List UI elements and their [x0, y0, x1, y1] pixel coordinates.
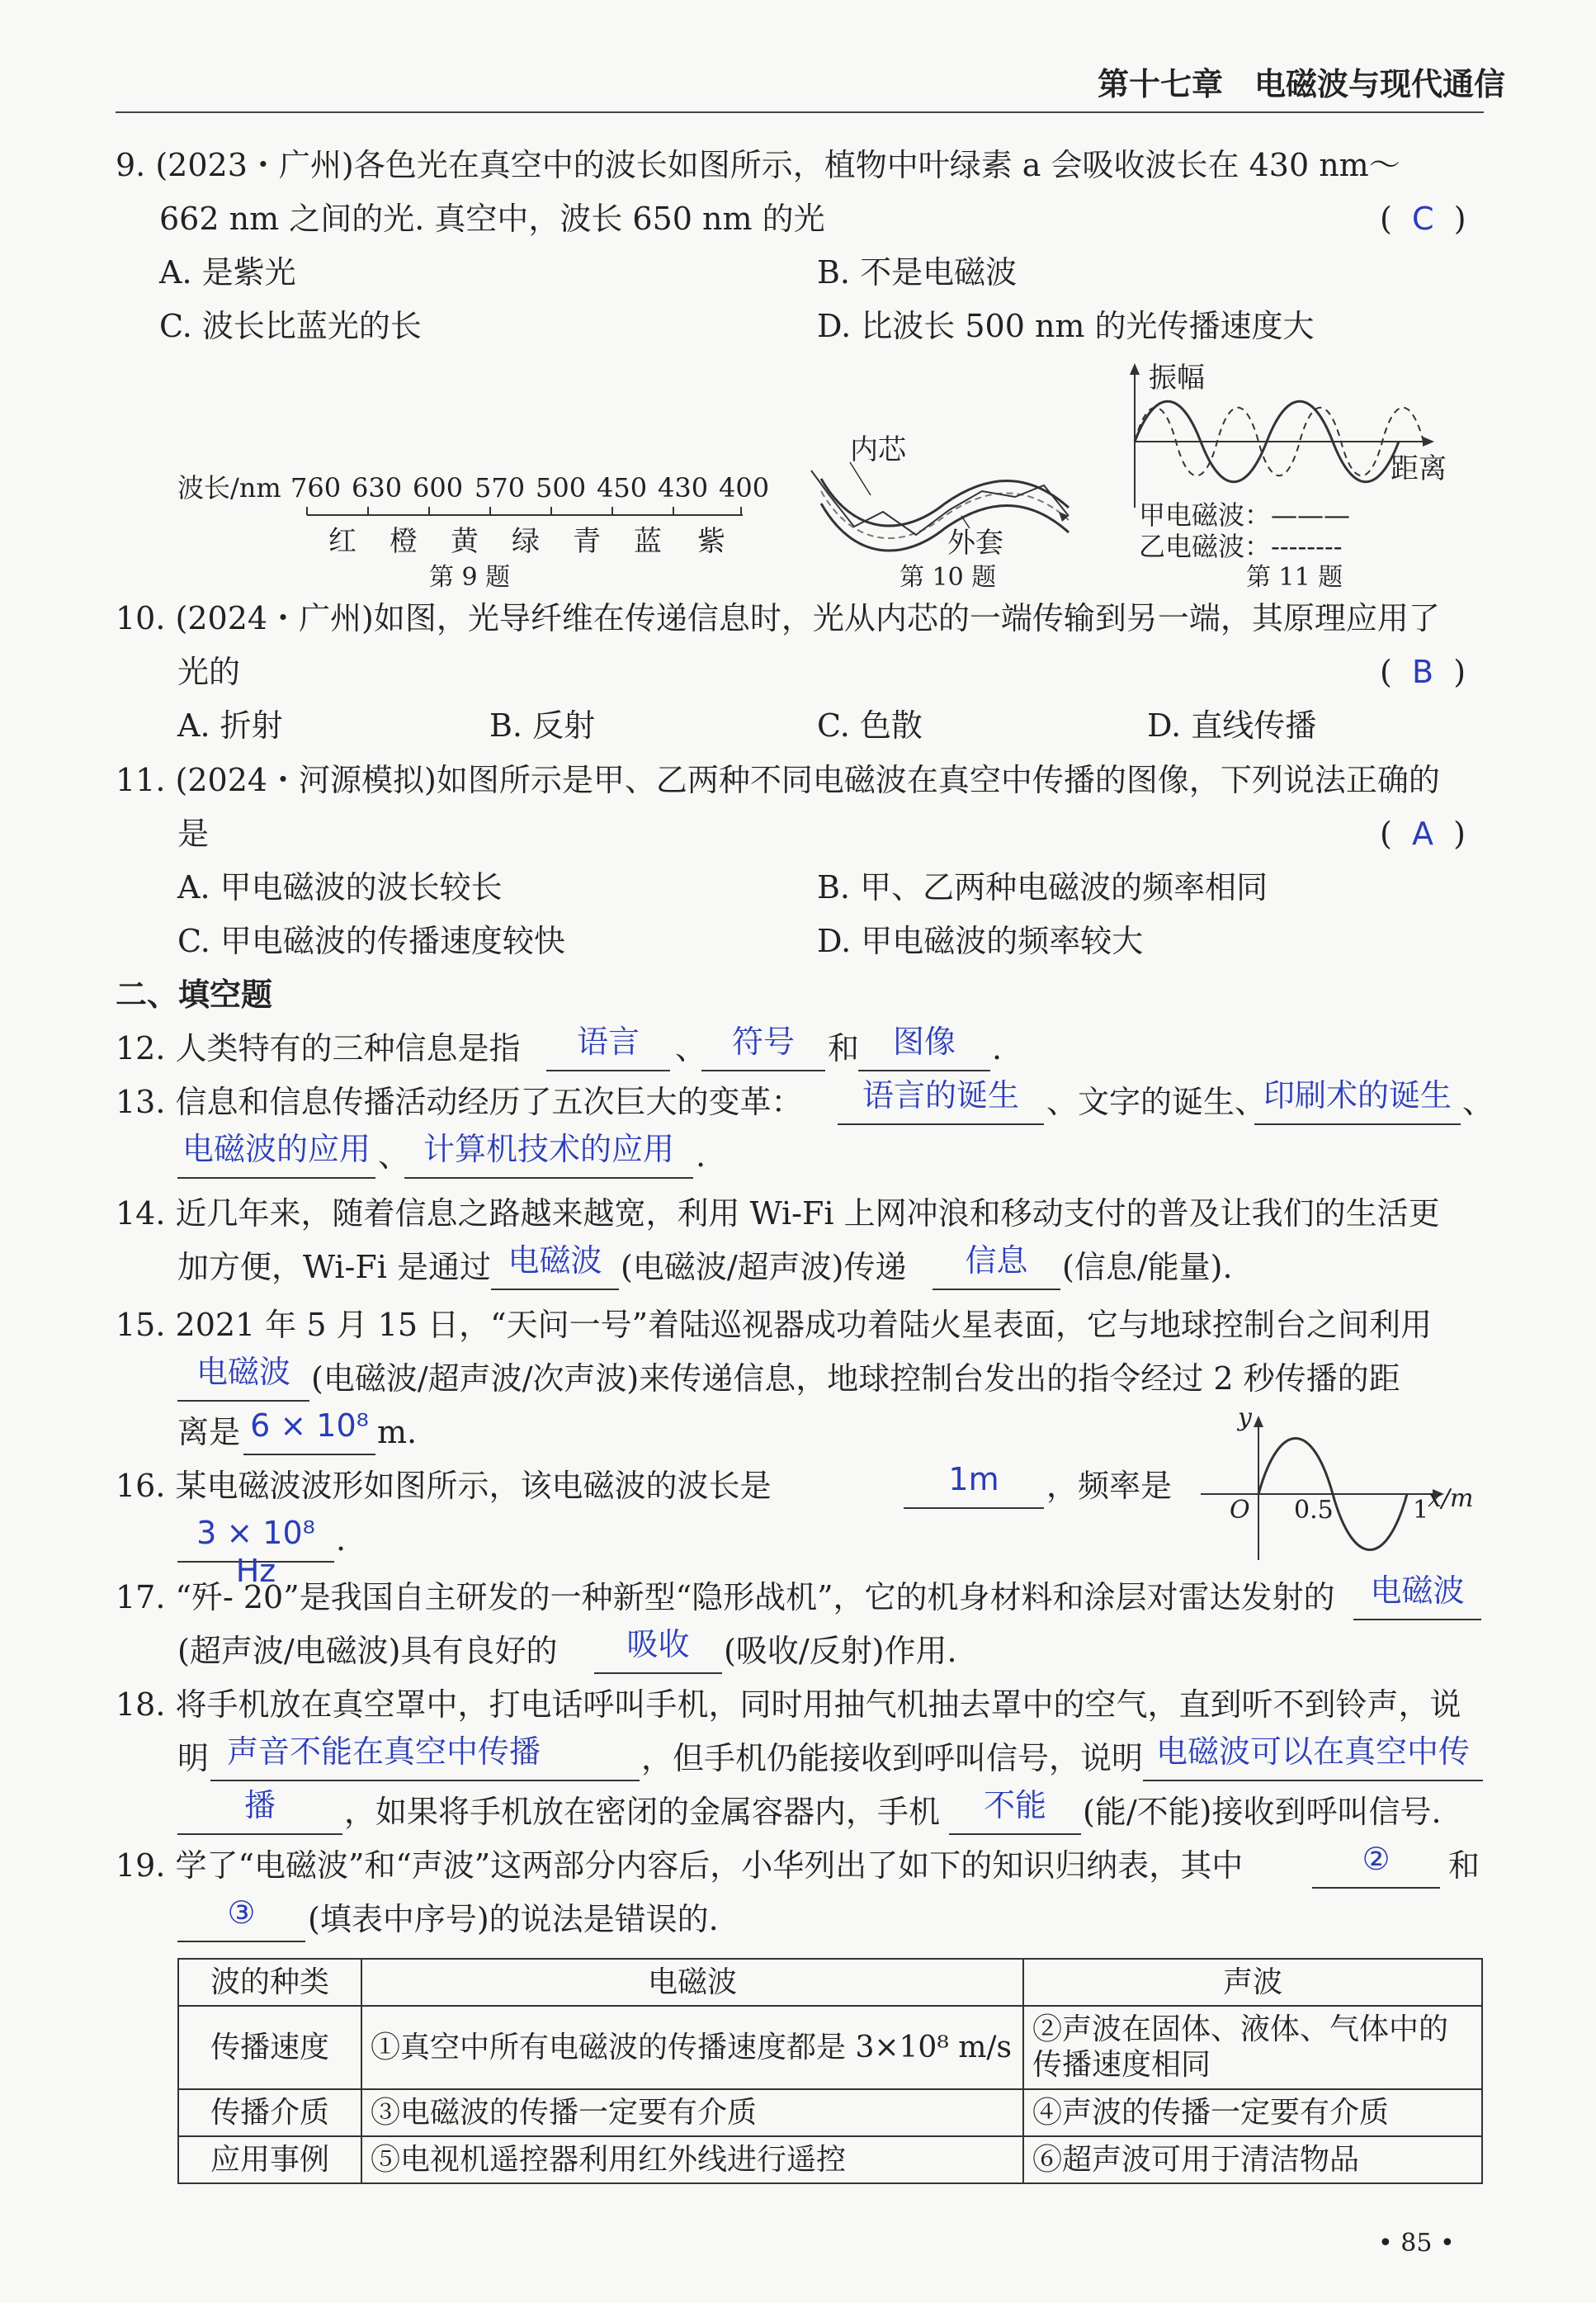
table-header-row	[178, 1959, 1482, 2006]
q13-answer2: 印刷术的诞生	[1263, 1077, 1452, 1114]
table-cell: ⑥超声波可用于清洁物品	[1023, 2136, 1482, 2183]
fig9-value: 570	[475, 472, 526, 504]
q18-prompt2: 明	[177, 1740, 210, 1776]
q15-blank2	[243, 1454, 375, 1455]
q18-answer1: 声音不能在真空中传播	[226, 1733, 541, 1770]
q10-option-c: C. 色散	[817, 707, 923, 744]
q9-line2: 662 nm 之间的光. 真空中，波长 650 nm 的光	[159, 201, 825, 237]
q14-line1: 14. 近几年来，随着信息之路越来越宽，利用 Wi-Fi 上网冲浪和移动支付的普及让我们的生活更	[116, 1195, 1440, 1232]
q14-blank1	[491, 1289, 619, 1290]
fig10-caption: 第 10 题	[900, 563, 997, 592]
q15-answer2: 6 × 10⁸	[250, 1407, 369, 1444]
q13-answer3: 电磁波的应用	[182, 1131, 371, 1167]
q16-answer1: 1m	[948, 1461, 999, 1497]
q12-prompt: 12. 人类特有的三种信息是指	[116, 1030, 521, 1066]
fig9-color: 蓝	[634, 525, 662, 558]
fig9-color: 绿	[512, 525, 540, 558]
table-cell: 传播介质	[178, 2089, 361, 2136]
fig9-color: 红	[328, 525, 357, 558]
table-row	[178, 2006, 1482, 2088]
knowledge-table	[177, 1958, 1483, 2184]
q17-answer1: 电磁波	[1370, 1572, 1465, 1609]
q16-answer2: 3 × 10⁸ Hz	[196, 1515, 315, 1589]
q13-end: .	[696, 1137, 706, 1174]
fig11-legend-a: 甲电磁波：———	[1139, 499, 1351, 531]
fig9-axis-label: 波长/nm	[177, 472, 281, 504]
q15-mid: (电磁波/超声波/次声波)来传递信息，地球控制台发出的指令经过 2 秒传播的距	[311, 1360, 1400, 1397]
q15-end: m.	[377, 1414, 418, 1450]
q13-answer4: 计算机技术的应用	[423, 1131, 674, 1167]
fig16-tick-one: 1	[1413, 1496, 1429, 1525]
q13-sep2: 、	[378, 1137, 410, 1174]
fig11-amplitude-label: 振幅	[1149, 362, 1205, 395]
fig9-color: 紫	[697, 525, 725, 558]
table-header-cell: 声波	[1023, 1959, 1482, 2006]
fig9-value: 600	[413, 472, 464, 504]
header-rule	[116, 111, 1484, 113]
q18-blank1	[210, 1780, 640, 1781]
q19-line1: 19. 学了“电磁波”和“声波”这两部分内容后，小华列出了如下的知识归纳表，其中	[116, 1847, 1244, 1884]
q14-end: (信息/能量).	[1062, 1249, 1233, 1285]
fig9-color: 橙	[390, 525, 418, 558]
q15-line1: 15. 2021 年 5 月 15 日，“天问一号”着陆巡视器成功着陆火星表面，它与地球控制台之间利用	[116, 1307, 1433, 1343]
table-cell: 应用事例	[178, 2136, 361, 2183]
q12-answer3: 图像	[892, 1024, 956, 1060]
q9-option-c: C. 波长比蓝光的长	[159, 308, 422, 344]
q18-mid3: ，如果将手机放在密闭的金属容器内，手机	[344, 1794, 941, 1830]
q14-prompt2: 加方便，Wi-Fi 是通过	[177, 1249, 491, 1285]
q9-option-d: D. 比波长 500 nm 的光传播速度大	[817, 308, 1315, 344]
table-cell: ④声波的传播一定要有介质	[1023, 2089, 1482, 2136]
fig10-core-label: 内芯	[850, 433, 906, 466]
q10-answer-bracket: ( B )	[1380, 654, 1466, 690]
q12-sep2: 和	[828, 1030, 860, 1066]
q19-answer2: ③	[227, 1894, 256, 1931]
chapter-title: 第十七章 电磁波与现代通信	[1098, 66, 1506, 102]
q19-blank2	[177, 1941, 305, 1942]
table-cell: 传播速度	[178, 2006, 361, 2088]
q13-answer1: 语言的诞生	[862, 1077, 1019, 1114]
q12-blank2	[701, 1070, 825, 1071]
fig9-value: 630	[352, 472, 403, 504]
q13-mid: 、文字的诞生、	[1046, 1084, 1267, 1120]
q13-prompt: 13. 信息和信息传播活动经历了五次巨大的变革：	[116, 1084, 803, 1120]
q10-option-b: B. 反射	[489, 707, 596, 744]
fig10-fiber-diagram	[805, 446, 1085, 561]
q12-answer1: 语言	[576, 1024, 640, 1060]
q18-end: (能/不能)接收到呼叫信号.	[1083, 1794, 1442, 1830]
q17-blank2	[594, 1672, 722, 1674]
fig9-value: 400	[719, 472, 770, 504]
q16-mid: ，频率是	[1046, 1468, 1173, 1504]
fig16-x-label: x/m	[1428, 1484, 1474, 1513]
q12-answer2: 符号	[731, 1024, 795, 1060]
q16-prompt: 16. 某电磁波波形如图所示，该电磁波的波长是	[116, 1468, 772, 1504]
table-row	[178, 2136, 1482, 2183]
q13-sep: 、	[1462, 1084, 1494, 1120]
fig9-color: 黄	[451, 525, 479, 558]
q18-line1: 18. 将手机放在真空罩中，打电话呼叫手机，同时用抽气机抽去罩中的空气，直到听不到铃声，说	[116, 1686, 1461, 1723]
q10-option-d: D. 直线传播	[1147, 707, 1317, 744]
fig16-y-label: y	[1238, 1403, 1252, 1432]
q16-end: .	[336, 1521, 347, 1558]
fig9-caption: 第 9 题	[429, 563, 511, 592]
q10-option-a: A. 折射	[177, 707, 283, 744]
q17-prompt2: (超声波/电磁波)具有良好的	[177, 1633, 558, 1669]
q14-answer1: 电磁波	[508, 1242, 602, 1279]
q10-answer: B	[1411, 654, 1434, 690]
q19-mid: 和	[1448, 1847, 1480, 1884]
q12-end: .	[992, 1030, 1003, 1066]
fig9-scale-line	[305, 505, 751, 525]
table-cell: ⑤电视机遥控器利用红外线进行遥控	[361, 2136, 1023, 2183]
q18-blank3	[949, 1833, 1081, 1835]
table-cell: ③电磁波的传播一定要有介质	[361, 2089, 1023, 2136]
fig9-value: 500	[536, 472, 587, 504]
q11-answer-bracket: ( A )	[1380, 816, 1466, 852]
q13-blank1	[838, 1123, 1044, 1125]
q14-mid: (电磁波/超声波)传递	[621, 1249, 907, 1285]
q15-answer1: 电磁波	[196, 1354, 290, 1390]
q12-blank1	[546, 1070, 670, 1071]
q13-blank3	[177, 1177, 375, 1179]
q17-end: (吸收/反射)作用.	[724, 1633, 957, 1669]
q10-line1: 10. (2024・广州)如图，光导纤维在传递信息时，光从内芯的一端传输到另一端，其原理应用了	[116, 600, 1440, 636]
table-cell: ②声波在固体、液体、气体中的传播速度相同	[1023, 2006, 1482, 2088]
q19-end: (填表中序号)的说法是错误的.	[308, 1901, 719, 1937]
q16-blank1	[904, 1507, 1044, 1509]
fig16-tick-half: 0.5	[1294, 1496, 1334, 1525]
q12-sep1: 、	[675, 1030, 707, 1066]
q11-line2: 是	[177, 816, 210, 852]
q11-option-c: C. 甲电磁波的传播速度较快	[177, 923, 565, 959]
fig9-value: 430	[658, 472, 709, 504]
table-row	[178, 2089, 1482, 2136]
q17-line1: 17. “歼- 20”是我国自主研发的一种新型“隐形战机”，它的机身材料和涂层对雷达发射的	[116, 1579, 1335, 1615]
page-number: • 85 •	[1378, 2229, 1455, 2258]
q9-answer: C	[1411, 201, 1434, 237]
q17-answer2: 吸收	[626, 1626, 690, 1662]
q18-mid: ，但手机仍能接收到呼叫信号，说明	[641, 1740, 1144, 1776]
q10-line2: 光的	[177, 654, 241, 690]
q12-blank3	[858, 1070, 990, 1071]
table-header-cell: 波的种类	[178, 1959, 361, 2006]
q18-blank2a	[1143, 1780, 1483, 1781]
fig9-value: 450	[597, 472, 648, 504]
q13-blank2	[1254, 1123, 1461, 1125]
q14-answer2: 信息	[965, 1242, 1028, 1279]
q13-blank4	[404, 1177, 693, 1179]
q11-option-a: A. 甲电磁波的波长较长	[177, 869, 503, 906]
table-header-cell: 电磁波	[361, 1959, 1023, 2006]
fig11-distance-label: 距离	[1391, 452, 1447, 485]
q14-blank2	[933, 1289, 1060, 1290]
fig9-color: 青	[573, 525, 601, 558]
q9-option-b: B. 不是电磁波	[817, 254, 1018, 291]
table-cell: ①真空中所有电磁波的传播速度都是 3×10⁸ m/s	[361, 2006, 1023, 2088]
q18-answer2a: 电磁波可以在真空中传	[1155, 1733, 1470, 1770]
q9-option-a: A. 是紫光	[159, 254, 296, 291]
q9-line1: 9. (2023・广州)各色光在真空中的波长如图所示，植物中叶绿素 a 会吸收波长在 430 nm～	[116, 147, 1400, 183]
q19-blank1	[1312, 1887, 1440, 1889]
q15-blank1	[177, 1400, 309, 1402]
q11-answer: A	[1411, 816, 1433, 852]
q11-line1: 11. (2024・河源模拟)如图所示是甲、乙两种不同电磁波在真空中传播的图像，下列说法正确的	[116, 762, 1440, 798]
q17-blank1	[1353, 1619, 1481, 1620]
fig11-legend-b: 乙电磁波：--------	[1139, 531, 1343, 562]
q18-answer3: 不能	[983, 1787, 1046, 1823]
q18-blank2b	[177, 1833, 342, 1835]
fig9-value: 760	[290, 472, 342, 504]
fig11-caption: 第 11 题	[1246, 563, 1343, 592]
q15-prompt3: 离是	[177, 1414, 241, 1450]
q11-option-b: B. 甲、乙两种电磁波的频率相同	[817, 869, 1268, 906]
q11-option-d: D. 甲电磁波的频率较大	[817, 923, 1144, 959]
section-title: 二、填空题	[116, 977, 273, 1013]
fig10-cladding-label: 外套	[947, 527, 1003, 560]
q19-answer1: ②	[1362, 1841, 1391, 1877]
q9-answer-bracket: ( C )	[1380, 201, 1466, 237]
fig16-origin: O	[1230, 1496, 1250, 1525]
q18-answer2b: 播	[243, 1787, 276, 1823]
